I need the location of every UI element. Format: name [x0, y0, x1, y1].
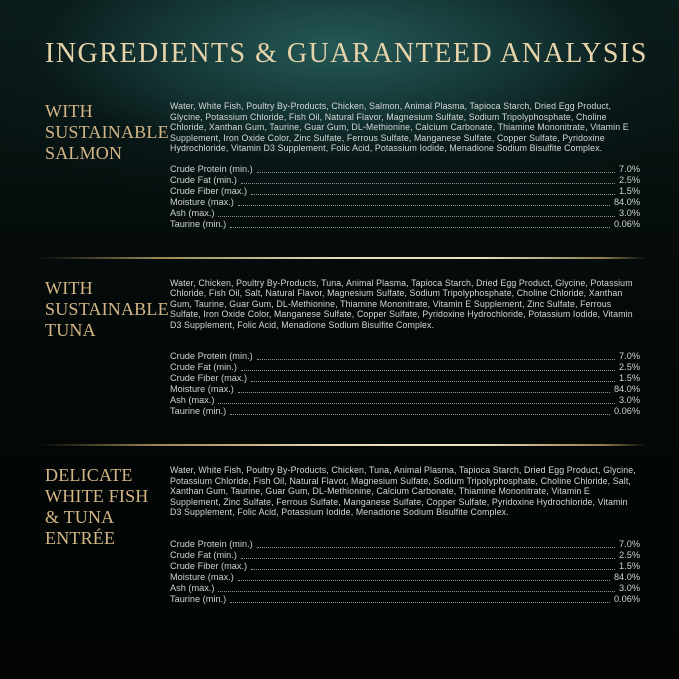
analysis-label: Taurine (min.)	[170, 406, 227, 416]
analysis-label: Ash (max.)	[170, 582, 215, 593]
dotted-leader	[241, 183, 615, 184]
analysis-row	[170, 208, 640, 219]
analysis-row	[170, 406, 640, 417]
analysis-row	[170, 175, 640, 186]
analysis-value: 2.5%	[619, 362, 640, 372]
dotted-leader	[218, 403, 615, 404]
analysis-row	[170, 186, 640, 197]
analysis-label: Taurine (min.)	[170, 218, 227, 229]
analysis-value: 3.0%	[619, 582, 640, 593]
analysis-row	[170, 572, 640, 583]
dotted-leader	[241, 370, 615, 371]
analysis-value: 84.0%	[613, 571, 640, 582]
heading-line: SUSTAINABLE	[45, 122, 169, 142]
analysis-row	[170, 351, 640, 362]
analysis-value: 7.0%	[619, 351, 640, 361]
analysis-label: Crude Fiber (max.)	[170, 185, 248, 196]
heading-line: TUNA	[45, 319, 96, 340]
analysis-value: 1.5%	[619, 185, 640, 196]
analysis-label: Taurine (min.)	[170, 593, 227, 604]
analysis-value: 7.0%	[619, 538, 640, 549]
analysis-value: 3.0%	[619, 207, 640, 218]
analysis-label: Ash (max.)	[170, 207, 215, 218]
analysis-row	[170, 550, 640, 561]
ingredients-text: Water, White Fish, Poultry By-Products, Chicken, Salmon, Animal Plasma, Tapioca Starch, Dried Egg Product, Glycine, Potassium Chloride, Fish Oil, Natural Flavor, Magnesium Sulfate, Sodium Tripolyphosphate, Choline Chloride, Xanthan Gum, Taurine, Guar Gum, DL-Methionine, Calcium Carbonate, Thiamine Mononitrate, Vitamin E Supplement, Iron Oxide Color, Zinc Sulfate, Ferrous Sulfate, Manganese Sulfate, Copper Sulfate, Pyridoxine Hydrochloride, Vitamin D3 Supplement, Folic Acid, Potassium Iodide, Menadione Sodium Bisulfite Complex.	[170, 101, 629, 153]
analysis-row	[170, 561, 640, 572]
analysis-label: Crude Fat (min.)	[170, 362, 237, 372]
analysis-label: Moisture (max.)	[170, 384, 234, 394]
heading-line: SALMON	[45, 143, 123, 163]
dotted-leader	[257, 359, 615, 360]
dotted-leader	[251, 194, 615, 195]
heading-line: WHITE FISH	[45, 486, 149, 506]
analysis-value: 2.5%	[619, 174, 640, 185]
guaranteed-analysis-table	[170, 539, 640, 605]
analysis-label: Crude Protein (min.)	[170, 351, 253, 361]
analysis-row	[170, 373, 640, 384]
section-heading-entree	[45, 465, 170, 549]
section-sustainable-tuna	[45, 278, 640, 418]
analysis-value: 1.5%	[619, 373, 640, 383]
dotted-leader	[218, 216, 615, 217]
dotted-leader	[238, 205, 610, 206]
dotted-leader	[218, 591, 615, 592]
analysis-row	[170, 594, 640, 605]
dotted-leader	[230, 227, 610, 228]
dotted-leader	[251, 381, 615, 382]
analysis-row	[170, 395, 640, 406]
heading-line: WITH	[45, 277, 93, 298]
guaranteed-analysis-table	[170, 164, 640, 230]
heading-line: ENTRÉE	[45, 528, 116, 548]
heading-line: DELICATE	[45, 465, 133, 485]
ingredients-text: Water, White Fish, Poultry By-Products, Chicken, Tuna, Animal Plasma, Tapioca Starch, Dried Egg Product, Glycine, Potassium Chloride, Fish Oil, Natural Flavor, Magnesium Sulfate, Sodium Tripolyphosphate, Choline Chloride, Salt, Xanthan Gum, Taurine, Guar Gum, DL-Methionine, Calcium Carbonate, Thiamine Mononitrate, Vitamin E Supplement, Zinc Sulfate, Ferrous Sulfate, Manganese Sulfate, Copper Sulfate, Pyridoxine Hydrochloride, Vitamin D3 Supplement, Folic Acid, Potassium Iodide, Menadione Sodium Bisulfite Complex.	[170, 465, 636, 517]
analysis-value: 84.0%	[613, 384, 640, 394]
analysis-label: Moisture (max.)	[170, 196, 234, 207]
analysis-row	[170, 219, 640, 230]
analysis-label: Crude Protein (min.)	[170, 538, 253, 549]
analysis-row	[170, 362, 640, 373]
analysis-value: 0.06%	[613, 593, 640, 604]
analysis-label: Crude Fat (min.)	[170, 174, 237, 185]
analysis-row	[170, 539, 640, 550]
section-content	[170, 101, 640, 230]
section-heading-tuna	[45, 278, 170, 341]
dotted-leader	[251, 569, 615, 570]
dotted-leader	[230, 602, 610, 603]
analysis-row	[170, 197, 640, 208]
dotted-leader	[238, 580, 610, 581]
analysis-value: 3.0%	[619, 395, 640, 405]
dotted-leader	[238, 392, 610, 393]
heading-line: WITH	[45, 101, 93, 121]
section-sustainable-salmon	[45, 101, 640, 230]
analysis-row	[170, 583, 640, 594]
page-title: INGREDIENTS & GUARANTEED ANALYSIS	[45, 38, 648, 69]
analysis-label: Moisture (max.)	[170, 571, 234, 582]
analysis-label: Crude Fiber (max.)	[170, 560, 248, 571]
analysis-row	[170, 164, 640, 175]
analysis-row	[170, 384, 640, 395]
ingredients-text: Water, Chicken, Poultry By-Products, Tuna, Animal Plasma, Tapioca Starch, Dried Egg Product, Glycine, Potassium Chloride, Fish Oil, Salt, Natural Flavor, Magnesium Sulfate, Sodium Tripolyphosphate, Choline Chloride, Xanthan Gum, Taurine, Guar Gum, DL-Methionine, Thiamine Mononitrate, Vitamin E Supplement, Zinc Sulfate, Ferrous Sulfate, Iron Oxide Color, Manganese Sulfate, Copper Sulfate, Pyridoxine Hydrochloride, Potassium Iodide, Vitamin D3 Supplement, Folic Acid, Menadione Sodium Bisulfite Complex.	[170, 277, 633, 330]
analysis-value: 7.0%	[619, 163, 640, 174]
analysis-label: Crude Fat (min.)	[170, 549, 237, 560]
guaranteed-analysis-table	[170, 351, 640, 417]
section-heading-salmon	[45, 101, 170, 164]
analysis-value: 1.5%	[619, 560, 640, 571]
heading-line: & TUNA	[45, 507, 115, 527]
analysis-label: Ash (max.)	[170, 395, 215, 405]
section-content	[170, 465, 640, 605]
analysis-value: 2.5%	[619, 549, 640, 560]
analysis-label: Crude Fiber (max.)	[170, 373, 248, 383]
analysis-value: 84.0%	[613, 196, 640, 207]
section-whitefish-tuna-entree	[45, 465, 640, 605]
dotted-leader	[257, 172, 615, 173]
dotted-leader	[241, 558, 615, 559]
section-content	[170, 278, 640, 418]
dotted-leader	[230, 414, 610, 415]
heading-line: SUSTAINABLE	[45, 298, 169, 319]
analysis-label: Crude Protein (min.)	[170, 163, 253, 174]
dotted-leader	[257, 547, 615, 548]
analysis-value: 0.06%	[613, 406, 640, 416]
gold-divider	[38, 444, 647, 446]
gold-divider	[38, 257, 647, 259]
analysis-value: 0.06%	[613, 218, 640, 229]
